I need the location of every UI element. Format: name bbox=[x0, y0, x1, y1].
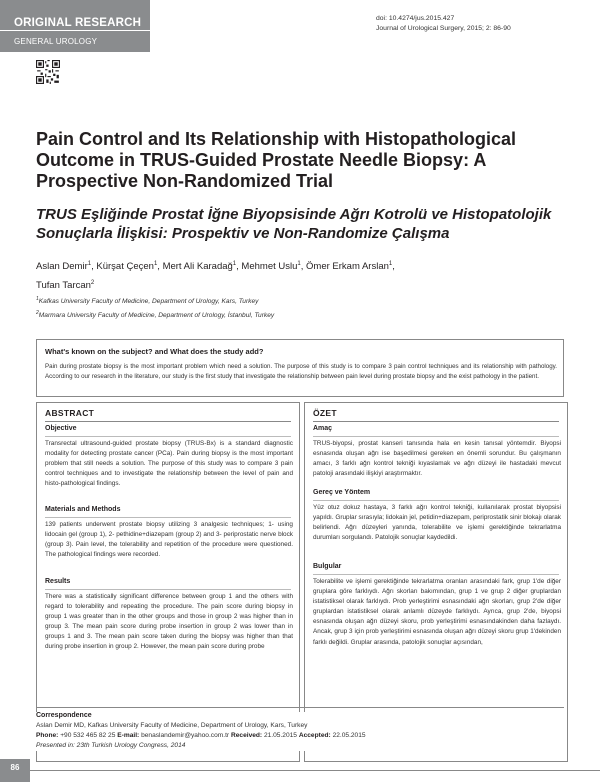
correspondence-address: Aslan Demir MD, Kafkas University Faculty of Medicine, Department of Urology, Kars, Turkey bbox=[36, 722, 308, 729]
qr-code-icon bbox=[36, 60, 60, 84]
yontem-text: Yüz otuz dokuz hastaya, 3 farklı ağrı kontrol tekniği, kullanılarak prostat biyopsisi yapıldı. Gruplar sırasıyla; lidokain jel, petidin+diazepam, periprostatik sinir blokajı olarak belirlendi. Ağrı düzeyleri yanında, tolerabilite ve işlemi gerektiğinde tekrarlatma durumları sorgulandı. Patolojik sonuçlar kaydedildi. bbox=[313, 504, 561, 542]
known-on-subject-box bbox=[36, 339, 564, 397]
bulgular-heading: Bulgular bbox=[313, 563, 342, 570]
affiliation-text: Kafkas University Faculty of Medicine, Department of Urology, Kars, Turkey bbox=[38, 298, 259, 306]
author-name: Aslan Demir bbox=[36, 261, 88, 273]
correspondence-contact bbox=[36, 731, 566, 741]
methods-text: 139 patients underwent prostate biopsy utilizing 3 analgesic techniques; 1- using lidocain gel (group 1), 2- pethidine+diazepam (group 2) and 3- periprostatic nerve block (group 3). Pain level, the tolerability and repetition of the procedure were questioned. The pathological findings were recorded. bbox=[45, 521, 293, 559]
author-affiliation-mark: 1 bbox=[87, 261, 92, 267]
affiliation-number: 1 bbox=[36, 296, 39, 302]
results-heading: Results bbox=[45, 578, 71, 585]
article-title-turkish: TRUS Eşliğinde Prostat İğne Biyopsisinde Ağrı Kotrolü ve Histopatolojik Sonuçlarla İlişkisi: Prospektiv ve Non-Randomize Çalışma bbox=[36, 206, 552, 242]
objective-heading: Objective bbox=[45, 425, 77, 432]
journal-text: Journal of Urological Surgery, 2015; 2: 86-90 bbox=[376, 25, 511, 32]
received-date: 21.05.2015 bbox=[263, 732, 297, 739]
known-text: Pain during prostate biopsy is the most important problem which need a solution. The purpose of this study is to compare 3 pain control techniques and its relationship with pathology. According to our research in the literature, our study is the first study that investigate the relationship between pain level during prostate biopsy and the exist pathology in the patient. bbox=[45, 363, 557, 380]
email-label: E-mail: bbox=[117, 732, 140, 739]
correspondence-heading: Correspondence bbox=[36, 712, 92, 719]
phone-value: +90 532 465 82 25 bbox=[60, 732, 116, 739]
section-rule bbox=[313, 500, 559, 501]
page-number: 86 bbox=[10, 763, 20, 772]
accepted-date: 22.05.2015 bbox=[332, 732, 366, 739]
section-rule bbox=[45, 589, 291, 590]
category-label: ORIGINAL RESEARCH bbox=[14, 17, 142, 29]
accepted-label: Accepted: bbox=[298, 732, 331, 739]
author-name: Tufan Tarcan bbox=[36, 280, 91, 292]
band-divider bbox=[0, 30, 200, 31]
doi-text[interactable]: doi: 10.4274/jus.2015.427 bbox=[376, 15, 455, 22]
citation-info bbox=[376, 14, 511, 34]
author-name: Ömer Erkam Arslan bbox=[306, 261, 389, 273]
results-text: There was a statistically significant difference between group 1 and the others with regard to tolerability and repeating the procedure. The pain score during biopsy in group 1 was greater than in the other groups and those in group 2 was higher than in group 3. The mean pain score during probe insertion in group 2 was lower than in groups 1 and 3. The mean pain score taken during the biopsy was higher than that during probe insertion in group 2. However, the mean pain score during probe bbox=[45, 593, 293, 651]
presented-note: Presented in: 23th Turkish Urology Congress, 2014 bbox=[36, 742, 186, 749]
author-list: Aslan Demir$^1$, Kürşat Çeçen$^1$, Mert Ali Karadağ$^1$, Mehmet Uslu$^1$, Ömer Erkam Arslan$^1$, Tufan Tarcan$^2$ bbox=[36, 261, 395, 292]
yontem-heading: Gereç ve Yöntem bbox=[313, 489, 371, 496]
email-link[interactable]: benaslandemir@yahoo.com.tr bbox=[141, 732, 230, 739]
footer-rule bbox=[0, 770, 600, 771]
abstract-english bbox=[36, 402, 300, 762]
section-rule bbox=[45, 517, 291, 518]
section-rule bbox=[45, 436, 291, 437]
affiliation-text: Marmara University Faculty of Medicine, Department of Urology, İstanbul, Turkey bbox=[38, 312, 275, 320]
abstract-heading-rule bbox=[313, 421, 559, 422]
abstract-heading-rule bbox=[45, 421, 291, 422]
objective-text: Transrectal ultrasound-guided prostate biopsy (TRUS-Bx) is a standard diagnostic modality for detecting prostate cancer (PCa). Pain during biopsy is the most important problem that still needs a solution. The purpose of this study was to compare 3 pain control techniques and to investigate the relationship between the level of pain and histo-pathological findings. bbox=[45, 440, 293, 488]
correspondence-rule bbox=[36, 707, 564, 708]
author-affiliation-mark: 2 bbox=[90, 280, 95, 287]
correspondence-block bbox=[36, 712, 566, 751]
author-name: Mert Ali Karadağ bbox=[162, 261, 233, 273]
amac-heading: Amaç bbox=[313, 425, 333, 432]
subcategory-label: GENERAL UROLOGY bbox=[14, 37, 98, 46]
abstract-turkish bbox=[304, 402, 568, 762]
abstract-heading: ÖZET bbox=[313, 408, 337, 418]
affiliation-1 bbox=[36, 296, 258, 305]
received-label: Received: bbox=[230, 732, 263, 739]
affiliation-2 bbox=[36, 310, 274, 319]
category-band bbox=[0, 0, 150, 52]
author-affiliation-mark: 1 bbox=[232, 261, 237, 267]
author-name: Kürşat Çeçen bbox=[96, 261, 154, 273]
author-affiliation-mark: 1 bbox=[388, 261, 393, 267]
affiliation-number: 2 bbox=[36, 310, 39, 316]
section-rule bbox=[313, 436, 559, 437]
author-affiliation-mark: 1 bbox=[297, 261, 301, 267]
amac-text: TRUS-biyopsi, prostat kanseri tanısında hala en kesin tanısal yöntemdir. Biyopsi esnasında oluşan ağrı ise başedilmesi gereken en önemli sorundur. Bu çalışmanın amacı, 3 farklı ağrı kontrol tekniği kıyaslamak ve ağrı düzeyi ile hastadaki mevcut patoloji arasındaki ilişkiyi araştırmaktır. bbox=[313, 440, 561, 478]
bulgular-text: Tolerabilite ve işlemi gerektiğinde tekrarlatma oranları arasındaki fark, grup 1'de diğer gruplara göre farklıydı. Ağrı skorları bakımından, grup 1 ve grup 2 diğer gruplardan istatistiksel olarak farklıydı. Prob yerleştirimi esnasındaki ağrı skorları, grup 2'de diğer gruplardan istatistiksel olarak anlamlı düzeyde farklıydı. Ayrıca, grup 2'de, biyopsi esnasında oluşan ağrı düzeyi skoru, prob yerleştirimi esnasındakinden daha fazlaydı. Ancak, grup 3 için prob yerleştirimi esnasında oluşan ağrı düzeyi skoru grup 1'dekinden farklı değildi. Gruplar arasında, patolojik sonuçlar açısından, bbox=[313, 578, 561, 646]
known-heading: What's known on the subject? and What does the study add? bbox=[45, 347, 264, 356]
abstract-heading: ABSTRACT bbox=[45, 408, 95, 418]
author-name: Mehmet Uslu bbox=[241, 261, 298, 273]
methods-heading: Materials and Methods bbox=[45, 506, 121, 513]
section-rule bbox=[313, 574, 559, 575]
phone-label: Phone: bbox=[36, 732, 59, 739]
author-affiliation-mark: 1 bbox=[153, 261, 158, 267]
article-title: Pain Control and Its Relationship with Histopathological Outcome in TRUS-Guided Prostate Needle Biopsy: A Prospective Non-Randomized Trial bbox=[36, 129, 517, 191]
